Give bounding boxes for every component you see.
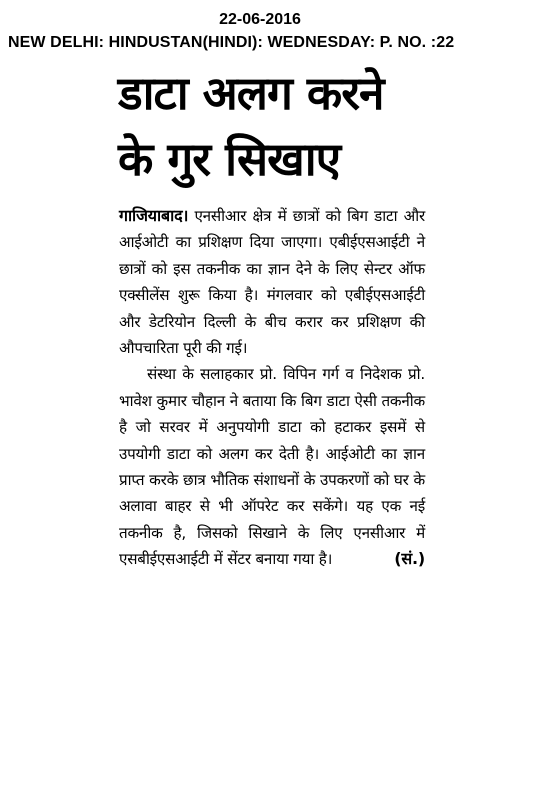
article-paragraph-1 bbox=[119, 203, 425, 361]
clip-date: 22-06-2016 bbox=[219, 11, 301, 28]
article-body bbox=[119, 203, 425, 573]
headline bbox=[118, 60, 418, 192]
headline-line-2: के गुर सिखाए bbox=[118, 132, 341, 186]
publication-dateline: NEW DELHI: HINDUSTAN(HINDI): WEDNESDAY: P. NO. :22 bbox=[8, 34, 455, 51]
dateline-place: गाजियाबाद। bbox=[119, 206, 189, 225]
headline-line-1: डाटा अलग करने bbox=[118, 66, 384, 120]
article-paragraph-2 bbox=[119, 361, 425, 572]
paragraph-2-text: संस्था के सलाहकार प्रो. विपिन गर्ग व निदेशक प्रो. भावेश कुमार चौहान ने बताया कि बिग डाटा ऐसी तकनीक है जो सरवर में अनुपयोगी डाटा को हटाकर इसमें से उपयोगी डाटा को अलग कर देती है। आईओटी का ज्ञान प्राप्त करके छात्र भौतिक संशाधनों के उपकरणों को घर के अलावा बाहर से भी ऑपरेट कर सकेंगे। यह एक नई तकनीक है, जिसको सिखाने के लिए एनसीआर में एसबीईएसआईटी में सेंटर बनाया गया है। bbox=[119, 365, 425, 569]
paragraph-1-text: एनसीआर क्षेत्र में छात्रों को बिग डाटा और आईओटी का प्रशिक्षण दिया जाएगा। एबीईएसआईटी ने छात्रों को इस तकनीक का ज्ञान देने के लिए सेन्टर ऑफ एक्सीलेंस शुरू किया है। मंगलवार को एबीईएसआईटी और डेटरियोन दिल्ली के बीच करार कर प्रशिक्षण की औपचारिता पूरी की गई। bbox=[119, 207, 425, 358]
reporter-credit: (सं.) bbox=[394, 549, 425, 569]
